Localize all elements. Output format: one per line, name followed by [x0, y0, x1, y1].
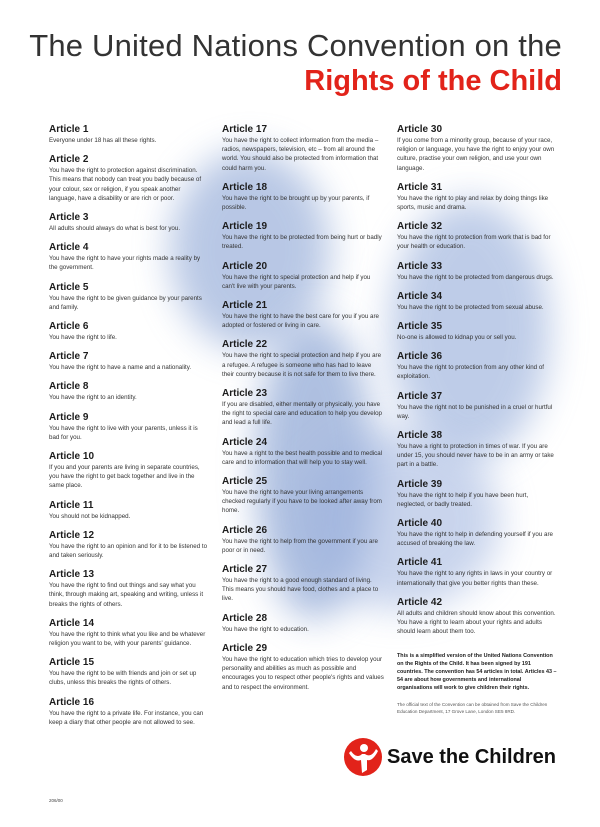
article-text: You have the right to have the best care for you if you are adopted or fostered or living in care. — [222, 313, 379, 330]
article-item — [397, 430, 557, 470]
article-title: Article 40 — [397, 518, 443, 530]
article-item — [222, 388, 384, 428]
article-text: You have the right to protection from any other kind of exploitation. — [397, 364, 544, 381]
article-item — [222, 564, 384, 604]
article-item — [49, 412, 209, 442]
article-item — [49, 154, 209, 203]
article-text: If you come from a minority group, because of your race, religion or language, you have the right to enjoy your own culture, practise your own religion, and use your own language. — [397, 137, 555, 172]
page-title: The United Nations Convention on the — [29, 28, 562, 63]
article-text: You have the right to think what you like and be whatever religion you want to be, with your parents' guidance. — [49, 630, 206, 648]
article-title: Article 8 — [49, 381, 89, 393]
article-title: Article 3 — [49, 212, 89, 224]
article-title: Article 9 — [49, 411, 89, 423]
article-item — [222, 613, 384, 634]
page-subtitle: Rights of the Child — [304, 65, 562, 97]
article-text: You have the right to be brought up by your parents, if possible. — [222, 194, 370, 212]
article-text: All adults and children should know about this convention. You have a right to learn about your rights and adults should learn about them too. — [397, 609, 556, 636]
article-text: You have the right to live with your parents, unless it is bad for you. — [49, 424, 198, 441]
article-item — [222, 339, 384, 379]
article-text: You have the right to an opinion and for it to be listened to and taken seriously. — [49, 542, 208, 560]
article-text: You have the right to protection against discrimination. This means that nobody can treat you badly because of your colour, sex or religion, if you speak another language, have a disability or are rich or poor. — [49, 167, 202, 202]
article-item — [397, 321, 557, 342]
article-title: Article 16 — [49, 696, 95, 708]
article-title: Article 31 — [397, 181, 443, 193]
child-figure-icon — [343, 737, 383, 777]
article-title: Article 36 — [397, 351, 443, 363]
article-item — [49, 282, 209, 312]
article-title: Article 30 — [397, 124, 443, 135]
article-text: You have the right to be given guidance by your parents and family. — [49, 294, 202, 311]
article-text: You have the right to help if you have been hurt, neglected, or badly treated. — [397, 491, 529, 508]
article-text: You have the right to be protected from sexual abuse. — [397, 303, 544, 311]
article-title: Article 37 — [397, 390, 443, 402]
article-text: You have the right to have a name and a nationality. — [49, 364, 192, 372]
article-title: Article 24 — [222, 436, 268, 448]
article-item — [397, 557, 557, 587]
article-text: You have the right to life. — [49, 334, 117, 342]
article-text: You have the right to education which tries to develop your personality and abilities as much as possible and encourages you to respect other people's rights and values and to respect the environment. — [222, 655, 384, 691]
article-item — [397, 479, 557, 509]
article-text: You have the right to collect information from the media – radios, newspapers, television, etc – from all around the world. You should also be protected from information that could harm you. — [222, 137, 379, 172]
article-item — [49, 657, 209, 687]
article-text: You have the right to have your living arrangements checked regularly if you have to be looked after away from home. — [222, 489, 382, 515]
article-title: Article 33 — [397, 260, 443, 272]
article-text: You have the right to an identity. — [49, 394, 137, 402]
article-text: If you and your parents are living in separate countries, you have the right to get back together and live in the same place. — [49, 464, 200, 490]
article-title: Article 6 — [49, 321, 89, 333]
article-item — [222, 182, 384, 212]
article-item — [222, 643, 384, 692]
convention-note: This is a simplified version of the United Nations Convention on the Rights of the Child. It has been signed by 191 countries. The convention has 54 articles in total. Articles 43 – 54 are about how governments and international organisations will work to give children their rights. — [397, 653, 557, 692]
article-item — [397, 597, 557, 637]
article-item — [49, 212, 209, 233]
article-item — [49, 124, 209, 145]
save-the-children-logo — [343, 737, 556, 777]
article-title: Article 29 — [222, 642, 268, 654]
article-item — [222, 221, 384, 251]
article-item — [222, 261, 384, 291]
article-title: Article 12 — [49, 529, 95, 541]
article-text: You have the right to be protected from being hurt or badly treated. — [222, 234, 382, 251]
article-title: Article 25 — [222, 476, 268, 488]
article-title: Article 1 — [49, 124, 89, 135]
article-title: Article 41 — [397, 557, 443, 569]
article-text: You have the right to special protection and help if you are a refugee. A refugee is someone who has had to leave their country because it is not safe for them to live there. — [222, 352, 382, 378]
article-text: Everyone under 18 has all these rights. — [49, 137, 157, 144]
article-item — [397, 182, 557, 212]
article-text: You have the right to have your rights made a reality by the government. — [49, 255, 201, 272]
article-item — [49, 618, 209, 648]
articles-column-1 — [49, 124, 209, 736]
article-text: You have the right to a good enough standard of living. This means you should have food, clothes and a place to live. — [222, 577, 379, 603]
article-item — [49, 530, 209, 560]
document-code: 206/00 — [49, 798, 63, 803]
articles-column-3 — [397, 124, 557, 715]
article-text: If you are disabled, either mentally or physically, you have the right to special care and education to help you develop and lead a full life. — [222, 401, 382, 427]
article-item — [49, 242, 209, 272]
article-item — [49, 451, 209, 491]
official-text-note: The official text of the Convention can be obtained from Save the Children Education Department, 17 Grove Lane, London SE5 8RD. — [397, 702, 548, 714]
page-header — [0, 28, 562, 98]
article-item — [49, 381, 209, 402]
articles-column-2 — [222, 124, 384, 701]
article-title: Article 23 — [222, 388, 268, 400]
article-text: You have the right to be protected from dangerous drugs. — [397, 273, 554, 281]
article-title: Article 38 — [397, 430, 443, 442]
article-title: Article 34 — [397, 290, 443, 302]
article-item — [397, 221, 557, 251]
article-text: You have the right to protection from work that is bad for your health or education. — [397, 234, 551, 251]
article-text: You should not be kidnapped. — [49, 512, 131, 520]
article-title: Article 4 — [49, 242, 89, 254]
article-item — [49, 569, 209, 609]
article-text: You have the right to be with friends and join or set up clubs, unless this breaks the rights of others. — [49, 670, 197, 687]
article-item — [222, 124, 384, 173]
article-text: You have the right to any rights in laws in your country or internationally that give you better rights than these. — [397, 570, 553, 587]
article-text: You have the right to education. — [222, 625, 309, 633]
article-title: Article 32 — [397, 221, 443, 233]
article-title: Article 15 — [49, 657, 95, 669]
article-text: All adults should always do what is best for you. — [49, 225, 181, 233]
article-title: Article 22 — [222, 339, 268, 351]
article-title: Article 13 — [49, 569, 95, 581]
article-item — [222, 437, 384, 467]
article-title: Article 2 — [49, 154, 89, 166]
article-text: You have the right to a private life. For instance, you can keep a diary that other people are not allowed to see. — [49, 709, 204, 726]
article-item — [222, 476, 384, 516]
logo-text: Save the Children — [387, 745, 556, 768]
article-text: You have the right to special protection and help if you can't live with your parents. — [222, 273, 371, 290]
article-text: You have a right to the best health possible and to medical care and to information that will help you to stay well. — [222, 449, 383, 466]
article-item — [222, 300, 384, 330]
article-title: Article 7 — [49, 351, 89, 363]
article-item — [397, 291, 557, 312]
article-item — [49, 697, 209, 727]
article-item — [49, 351, 209, 372]
article-item — [397, 261, 557, 282]
article-item — [397, 124, 557, 173]
article-title: Article 17 — [222, 124, 268, 135]
article-title: Article 26 — [222, 524, 268, 536]
article-text: You have a right to protection in times of war. If you are under 15, you should never have to be in an army or take part in a battle. — [397, 443, 554, 469]
article-title: Article 28 — [222, 612, 268, 624]
article-title: Article 5 — [49, 281, 89, 293]
article-title: Article 10 — [49, 451, 95, 463]
article-text: You have the right to find out things and say what you think, through making art, speaking and writing, unless it breaks the rights of others. — [49, 582, 204, 608]
article-title: Article 14 — [49, 617, 95, 629]
article-text: You have the right to help in defending yourself if you are accused of breaking the law. — [397, 531, 553, 548]
article-item — [49, 500, 209, 521]
article-text: You have the right to play and relax by doing things like sports, music and drama. — [397, 194, 549, 212]
article-text: You have the right to help from the government if you are poor or in need. — [222, 537, 378, 554]
article-title: Article 11 — [49, 499, 94, 511]
article-title: Article 21 — [222, 300, 268, 312]
article-title: Article 42 — [397, 596, 443, 608]
article-item — [49, 321, 209, 342]
article-title: Article 20 — [222, 260, 268, 272]
article-item — [222, 525, 384, 555]
article-title: Article 35 — [397, 321, 443, 333]
article-item — [397, 391, 557, 421]
article-item — [397, 518, 557, 548]
article-text: You have the right not to be punished in a cruel or hurtful way. — [397, 403, 553, 420]
article-title: Article 27 — [222, 564, 268, 576]
article-title: Article 19 — [222, 221, 268, 233]
article-text: No-one is allowed to kidnap you or sell you. — [397, 334, 517, 342]
article-title: Article 39 — [397, 478, 443, 490]
article-item — [397, 351, 557, 381]
article-title: Article 18 — [222, 181, 268, 193]
